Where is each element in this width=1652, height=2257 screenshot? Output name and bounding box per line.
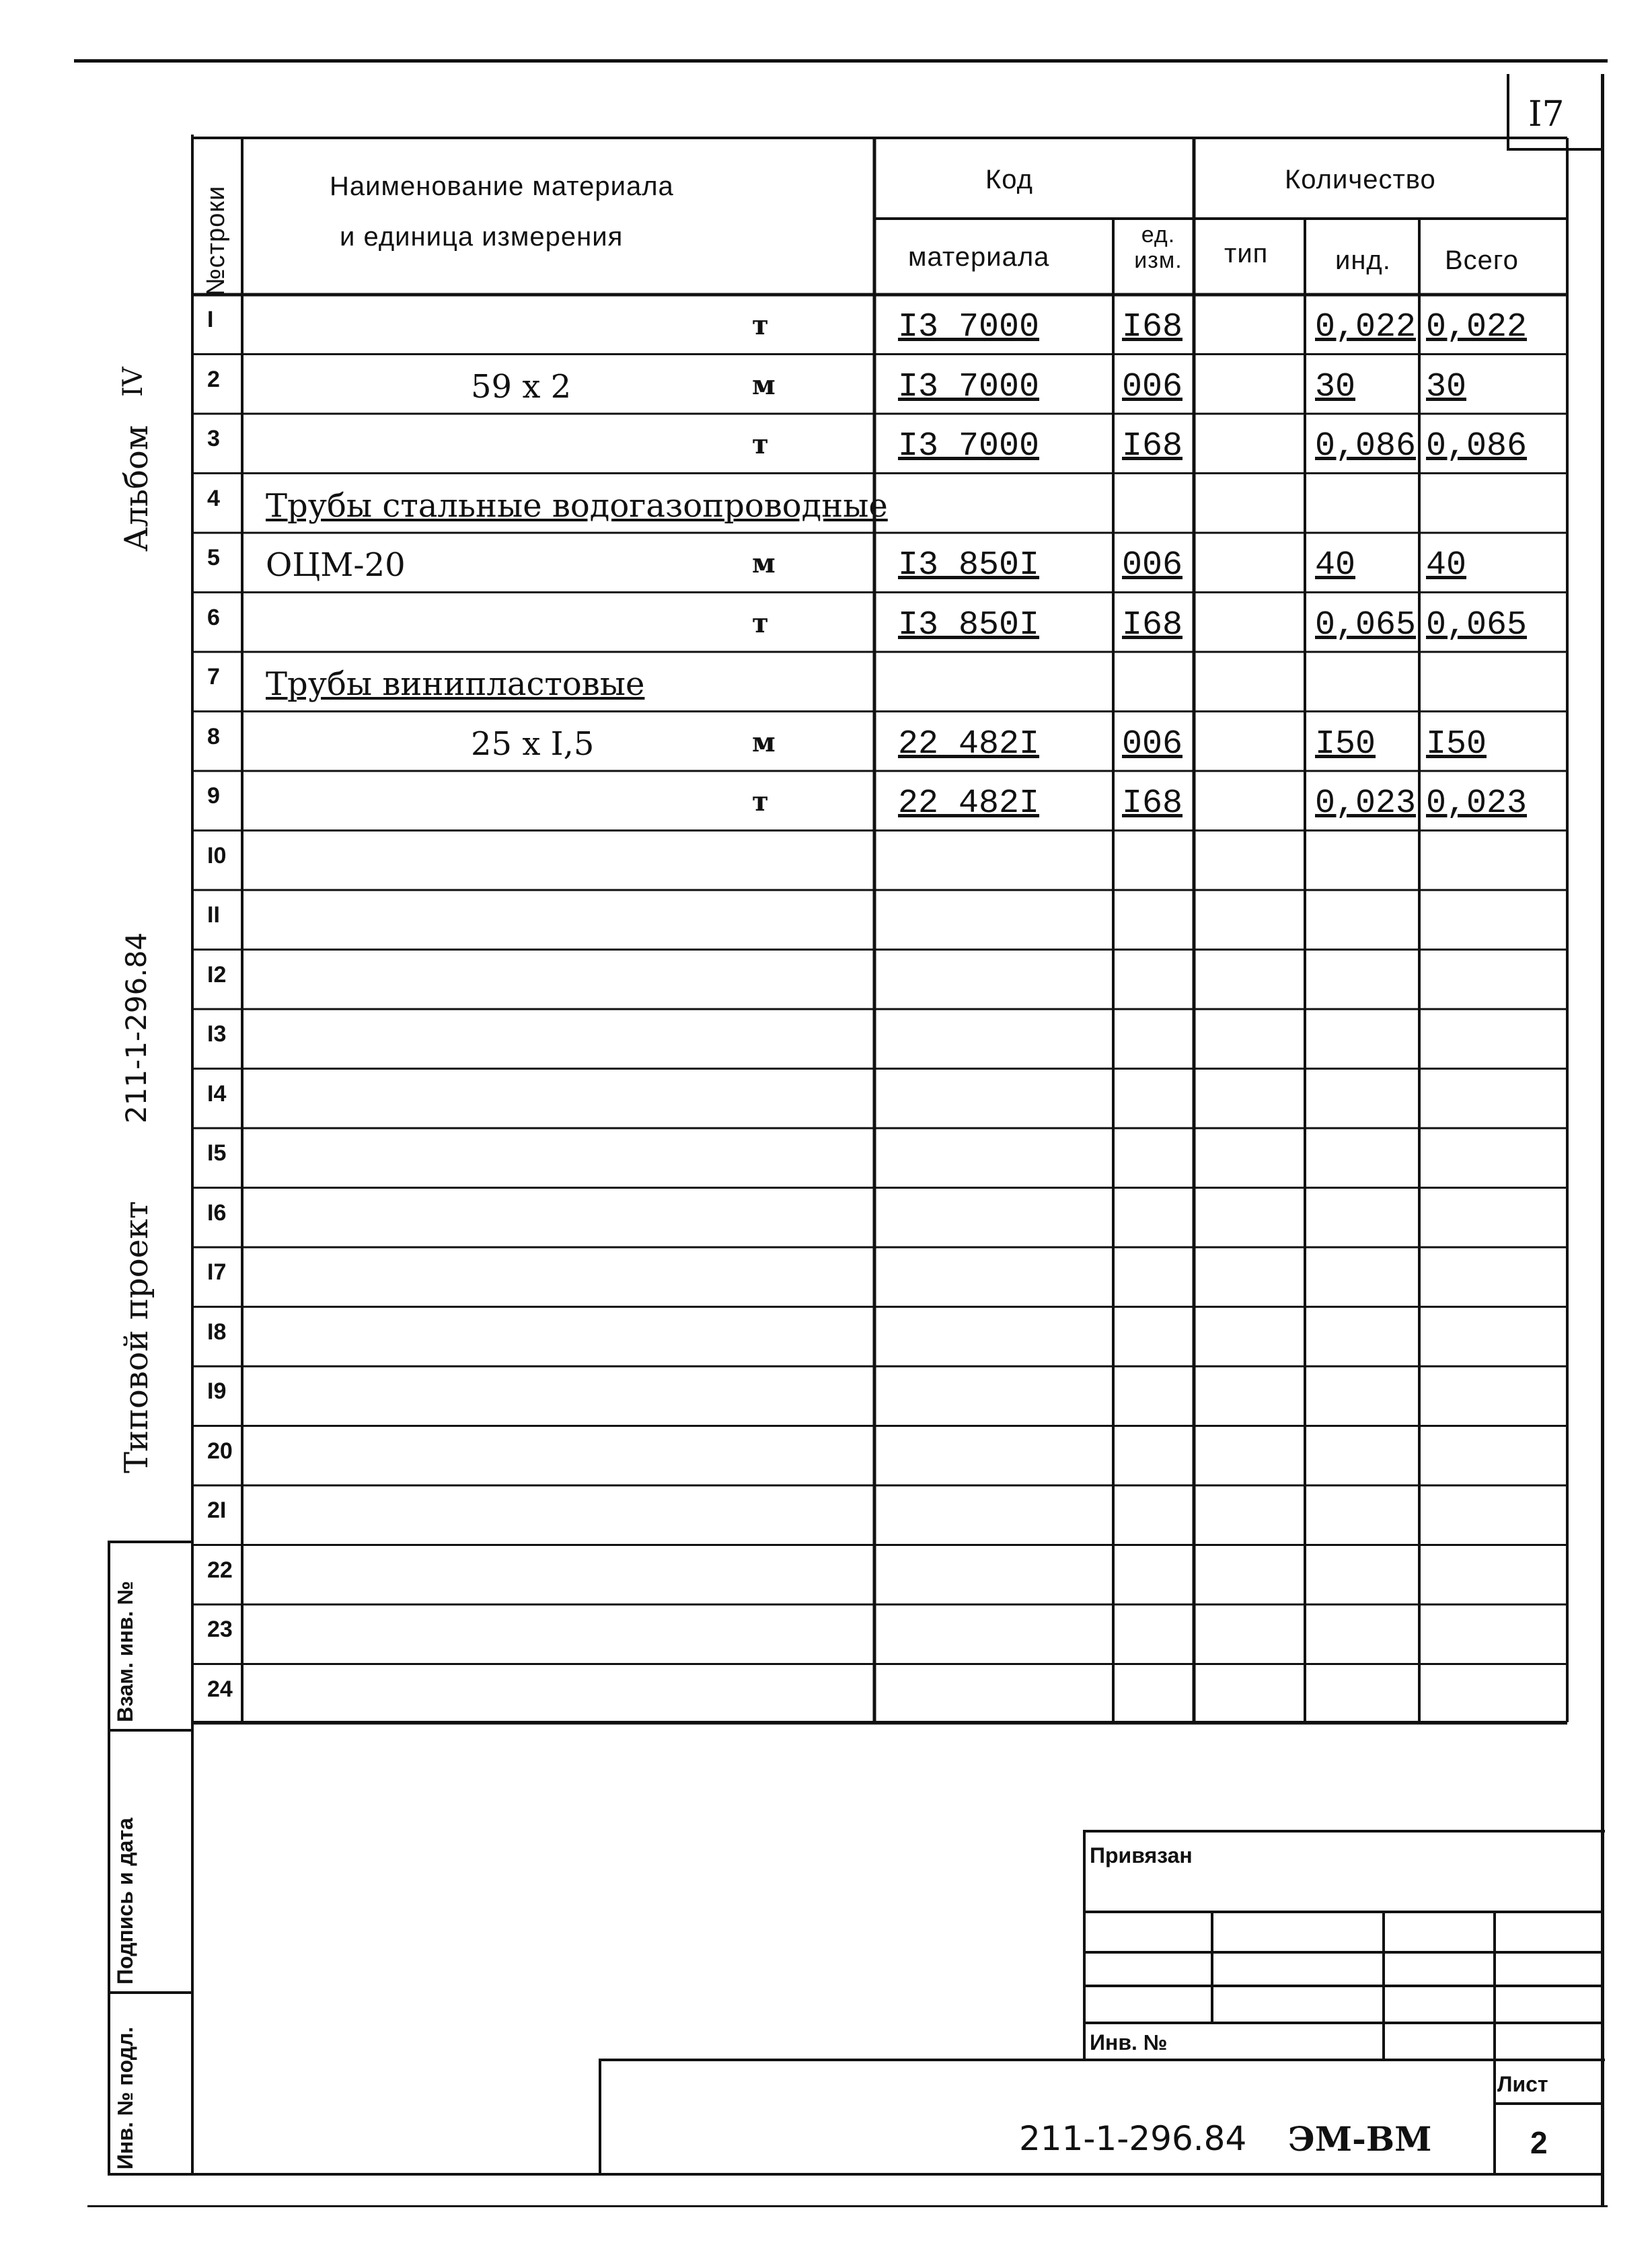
row-total: 0,065 — [1426, 605, 1528, 644]
row-number: 22 — [207, 1557, 233, 1583]
header-total: Всего — [1445, 246, 1519, 275]
row-individual: 30 — [1315, 367, 1356, 406]
row-number: 8 — [207, 723, 220, 749]
stamp-sheet-number: 2 — [1530, 2125, 1548, 2160]
row-unit: т — [752, 429, 769, 460]
row-number: I4 — [207, 1080, 227, 1107]
row-number: 4 — [207, 485, 220, 511]
stamp-sheet-label: Лист — [1497, 2072, 1548, 2096]
row-number: 2 — [207, 366, 220, 392]
row-unit: м — [752, 369, 776, 401]
header-row-no: №строки — [202, 185, 230, 296]
stamp-line-3 — [1083, 1985, 1602, 1987]
row-number: I7 — [207, 1259, 227, 1285]
row-unit: м — [752, 726, 776, 758]
header-name-line2: и единица измерения — [340, 222, 624, 252]
row-total: 0,022 — [1426, 308, 1528, 346]
row-total: 0,086 — [1426, 427, 1528, 466]
stamp-doc-code: 211-1-296.84 — [1019, 2119, 1247, 2158]
row-material-code: I3 7000 — [898, 427, 1040, 466]
side-project-title: Типовой проект — [118, 1201, 155, 1473]
row-number: I — [207, 307, 214, 332]
row-material-code: I3 850I — [898, 546, 1040, 585]
row-number: I3 — [207, 1021, 227, 1047]
stamp-vline-3 — [1493, 1911, 1496, 2173]
row-name: 59 x 2 — [471, 367, 572, 406]
row-number: 9 — [207, 783, 220, 809]
header-material-code: материала — [908, 242, 1050, 272]
row-number: I8 — [207, 1319, 227, 1345]
row-individual: 0,022 — [1315, 308, 1417, 346]
page-number: I7 — [1528, 94, 1565, 135]
row-unit-code: I68 — [1122, 308, 1183, 346]
header-individual: инд. — [1335, 246, 1391, 275]
header-type: тип — [1224, 239, 1269, 268]
row-total: 0,023 — [1426, 784, 1528, 823]
row-number: 23 — [207, 1617, 233, 1642]
row-unit-code: 006 — [1122, 546, 1183, 585]
row-individual: 0,086 — [1315, 427, 1417, 466]
row-number: 6 — [207, 604, 220, 630]
side-album-label: Альбом — [118, 424, 155, 552]
header-name-line1: Наименование материала — [330, 172, 674, 201]
header-code: Код — [985, 165, 1034, 194]
header-quantity: Количество — [1285, 165, 1436, 194]
row-unit-code: I68 — [1122, 427, 1183, 466]
row-number: 20 — [207, 1438, 233, 1464]
row-name: ОЦМ-20 — [266, 546, 406, 584]
row-unit-code: I68 — [1122, 784, 1183, 823]
header-unit-code: ед. изм. — [1134, 222, 1182, 273]
stamp-vline-2 — [1382, 1911, 1385, 2059]
stamp-vline-1 — [1211, 1911, 1213, 2022]
row-individual: 40 — [1315, 546, 1356, 585]
row-material-code: I3 850I — [898, 605, 1040, 644]
row-material-code: 22 482I — [898, 725, 1040, 764]
row-total: 30 — [1426, 367, 1467, 406]
side-album-number: IV — [118, 367, 149, 397]
row-unit: м — [752, 548, 776, 579]
row-number: I6 — [207, 1199, 227, 1226]
row-number: 24 — [207, 1676, 233, 1702]
row-number: II — [207, 902, 220, 928]
row-number: 2I — [207, 1497, 227, 1523]
row-total: 40 — [1426, 546, 1467, 585]
stamp-privyazan: Привязан — [1090, 1843, 1193, 1867]
row-name: Трубы стальные водогазопроводные — [266, 486, 888, 525]
stamp-sheet-line — [1493, 2102, 1602, 2105]
row-number: 5 — [207, 545, 220, 570]
row-name: Трубы винипластовые — [266, 665, 645, 703]
side-vzam-inv: Взам. инв. № — [113, 1581, 137, 1722]
row-material-code: 22 482I — [898, 784, 1040, 823]
row-unit-code: I68 — [1122, 605, 1183, 644]
row-material-code: I3 7000 — [898, 367, 1040, 406]
row-unit: т — [752, 786, 769, 817]
stamp-doc-mark: ЭМ-ВМ — [1288, 2119, 1432, 2159]
row-number: I9 — [207, 1378, 227, 1404]
side-sign-date: Подпись и дата — [113, 1818, 137, 1985]
row-unit-code: 006 — [1122, 725, 1183, 764]
row-name: 25 x I,5 — [471, 725, 595, 763]
row-number: I2 — [207, 961, 227, 988]
row-total: I50 — [1426, 725, 1487, 764]
row-individual: 0,065 — [1315, 605, 1417, 644]
stamp-line-2 — [1083, 1951, 1602, 1954]
row-number: I0 — [207, 842, 227, 868]
side-project-code: 211-1-296.84 — [120, 932, 153, 1123]
row-material-code: I3 7000 — [898, 308, 1040, 346]
row-individual: I50 — [1315, 725, 1376, 764]
row-number: I5 — [207, 1140, 227, 1166]
stamp-line-1 — [1083, 1911, 1602, 1913]
row-number: 3 — [207, 426, 220, 451]
side-inv-podl: Инв. № подл. — [113, 2026, 137, 2170]
row-unit-code: 006 — [1122, 367, 1183, 406]
stamp-line-4 — [1083, 2022, 1602, 2024]
row-number: 7 — [207, 664, 220, 690]
row-individual: 0,023 — [1315, 784, 1417, 823]
row-unit: т — [752, 309, 769, 341]
row-unit: т — [752, 607, 769, 639]
stamp-inv-no: Инв. № — [1090, 2030, 1168, 2055]
